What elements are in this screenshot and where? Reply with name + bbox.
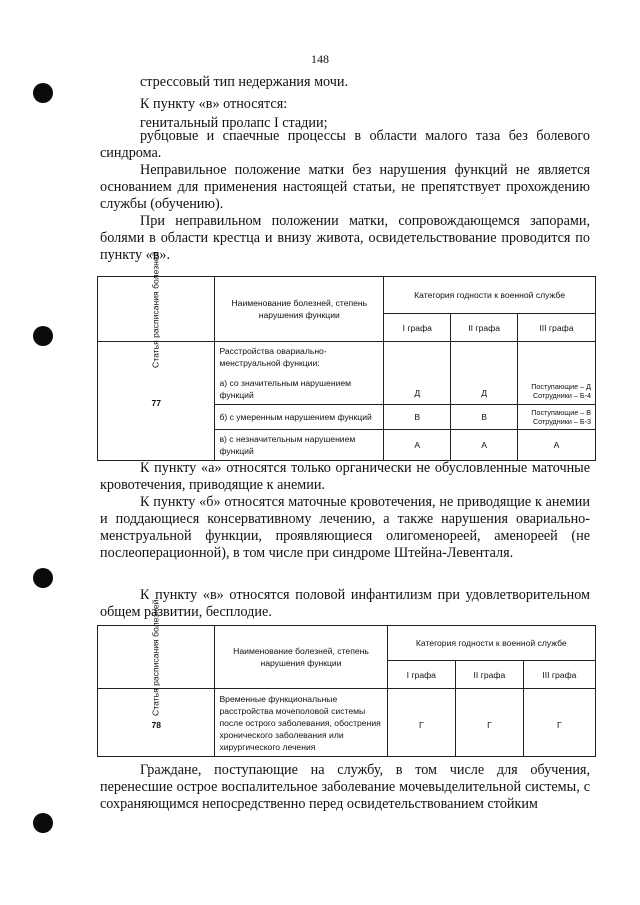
note-staff: Сотрудники – Б-3 — [532, 417, 591, 426]
header-category: Категория годности к военной службе — [384, 277, 596, 314]
paragraph: К пункту «а» относятся только органически не обусловленные маточные кровотечения, приводящие к анемии. — [100, 460, 590, 493]
punch-hole — [33, 83, 53, 103]
cell-col1: В — [384, 405, 451, 430]
header-article: Статья расписания болезней — [98, 626, 215, 689]
article-number: 78 — [98, 689, 215, 757]
disease-title: Расстройства овариально-менструальной функции: — [219, 346, 327, 368]
cell-col3: Г — [523, 689, 595, 757]
paragraph: стрессовый тип недержания мочи. — [140, 74, 349, 90]
page-number: 148 — [311, 52, 329, 66]
paragraph: Граждане, поступающие на службу, в том числе для обучения, перенесшие острое воспалительное заболевание мочевыделительной системы, с сохраняющимся непосредственно перед освидетельствованием стойким — [100, 762, 590, 812]
paragraph: К пункту «б» относятся маточные кровотечения, не приводящие к анемии и поддающиеся консервативному лечению, а также нарушения овариально-менструальной функции, проявляющиеся олигоменореей, аменореей (не послеоперационной), в том числе при синдроме Штейна-Левенталя. — [100, 494, 590, 561]
header-col2: II графа — [451, 314, 517, 342]
paragraph: К пункту «в» относятся половой инфантилизм при удовлетворительном общем развитии, бесплодие. — [100, 587, 590, 620]
header-category: Категория годности к военной службе — [387, 626, 595, 661]
cell-col3 — [517, 405, 595, 430]
header-article: Статья расписания болезней — [98, 277, 215, 342]
cell-col1: Г — [387, 689, 455, 757]
paragraph: Неправильное положение матки без нарушения функций не является основанием для применения настоящей статьи, не препятствует прохождению службы (обучению). — [100, 162, 590, 212]
header-col1: I графа — [387, 661, 455, 689]
cell-col1: А — [384, 430, 451, 461]
note-applicants: Поступающие – Д — [531, 382, 591, 391]
article-number: 77 — [98, 342, 215, 461]
punch-hole — [33, 326, 53, 346]
row-name: Временные функциональные расстройства мочеполовой системы после острого заболевания, обострения хронического заболевания или хирургического лечения — [215, 689, 387, 757]
punch-hole — [33, 568, 53, 588]
header-name: Наименование болезней, степень нарушения функции — [215, 277, 384, 342]
cell-col1: Д — [384, 342, 451, 405]
header-col3: III графа — [517, 314, 595, 342]
paragraph: рубцовые и спаечные процессы в области малого таза без болевого синдрома. — [100, 128, 590, 161]
header-name: Наименование болезней, степень нарушения функции — [215, 626, 387, 689]
note-staff: Сотрудники – Б-4 — [532, 391, 591, 400]
paragraph: К пункту «в» относятся: — [140, 96, 288, 112]
row-name: б) с умеренным нарушением функций — [215, 405, 384, 430]
paragraph: При неправильном положении матки, сопровождающемся запорами, болями в области крестца и внизу живота, освидетельствование проводится по пункту «в». — [100, 213, 590, 263]
paragraph: генитальный пролапс I стадии; — [140, 115, 328, 131]
cell-col2: А — [451, 430, 517, 461]
fitness-table-77 — [97, 251, 596, 461]
note-applicants: Поступающие – В — [531, 408, 591, 417]
cell-col3 — [517, 342, 595, 405]
header-col2: II графа — [456, 661, 524, 689]
row-name: а) со значительным нарушением функций — [219, 378, 352, 400]
header-col3: III графа — [523, 661, 595, 689]
cell-col3: А — [517, 430, 595, 461]
table-row — [215, 342, 384, 405]
cell-col2: В — [451, 405, 517, 430]
punch-hole — [33, 813, 53, 833]
header-col1: I графа — [384, 314, 451, 342]
row-name: в) с незначительным нарушением функций — [215, 430, 384, 461]
cell-col2: Д — [451, 342, 517, 405]
cell-col2: Г — [456, 689, 524, 757]
